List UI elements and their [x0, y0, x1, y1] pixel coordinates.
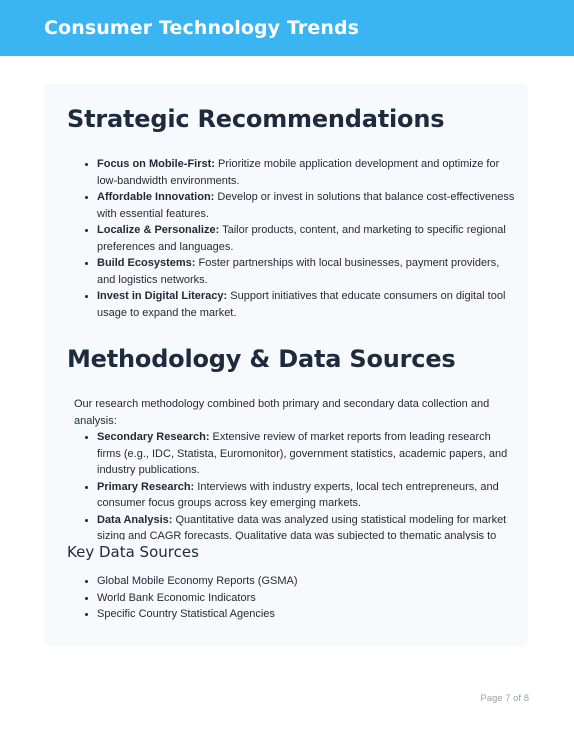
- item-text: Prioritize mobile application development and optimize for low-bandwidth environments.: [97, 158, 500, 187]
- list-item: [97, 479, 514, 512]
- item-label: Data Analysis:: [97, 513, 173, 526]
- item-text: Support initiatives that educate consumers on digital tool usage to expand the market.: [97, 290, 506, 319]
- item-text: Foster partnerships with local businesses, payment providers, and logistics networks.: [97, 257, 500, 286]
- item-text: Quantitative data was analyzed using statistical modeling for market sizing and CAGR forecasts. Qualitative data was subjected to thematic analysis to: [97, 513, 507, 540]
- recommendations-list: [80, 156, 517, 321]
- item-label: Focus on Mobile-First:: [97, 158, 215, 170]
- list-item: [97, 512, 514, 541]
- list-item: • Specific Country Statistical Agencies: [97, 606, 517, 623]
- item-text: Interviews with industry experts, local tech entrepreneurs, and consumer focus groups across key emerging markets.: [97, 480, 499, 509]
- methodology-section: [74, 396, 514, 540]
- list-item: • World Bank Economic Indicators: [97, 590, 517, 607]
- item-label: Primary Research:: [97, 480, 195, 493]
- item-text: Develop or invest in solutions that balance cost-effectiveness with essential features.: [97, 191, 515, 220]
- list-item: [97, 255, 517, 288]
- subsection-heading-key-sources: Key Data Sources: [67, 543, 199, 561]
- methodology-intro: Our research methodology combined both primary and secondary data collection and analysis:: [74, 398, 490, 427]
- list-item: [97, 156, 517, 189]
- item-label: Affordable Innovation:: [97, 191, 215, 203]
- list-item: • Global Mobile Economy Reports (GSMA): [97, 573, 517, 590]
- document-title: Consumer Technology Trends: [44, 17, 360, 39]
- list-item: [97, 222, 517, 255]
- item-text: Extensive review of market reports from leading research firms (e.g., IDC, Statista, Euromonitor), government statistics, academic papers, and industry publications.: [97, 431, 508, 476]
- item-label: Localize & Personalize:: [97, 224, 220, 236]
- item-label: Build Ecosystems:: [97, 257, 196, 269]
- section-heading-methodology: Methodology & Data Sources: [67, 345, 456, 373]
- key-sources-list: [80, 573, 517, 623]
- list-item: [97, 429, 514, 479]
- methodology-list: [80, 429, 514, 540]
- item-label: Secondary Research:: [97, 431, 210, 443]
- list-item: [97, 189, 517, 222]
- page-number: Page 7 of 8: [480, 693, 529, 704]
- page-header: [0, 0, 574, 56]
- list-item: [97, 288, 517, 321]
- item-label: Invest in Digital Literacy:: [97, 290, 228, 302]
- section-heading-recommendations: Strategic Recommendations: [67, 105, 445, 133]
- item-text: Tailor products, content, and marketing to specific regional preferences and languages.: [97, 224, 506, 253]
